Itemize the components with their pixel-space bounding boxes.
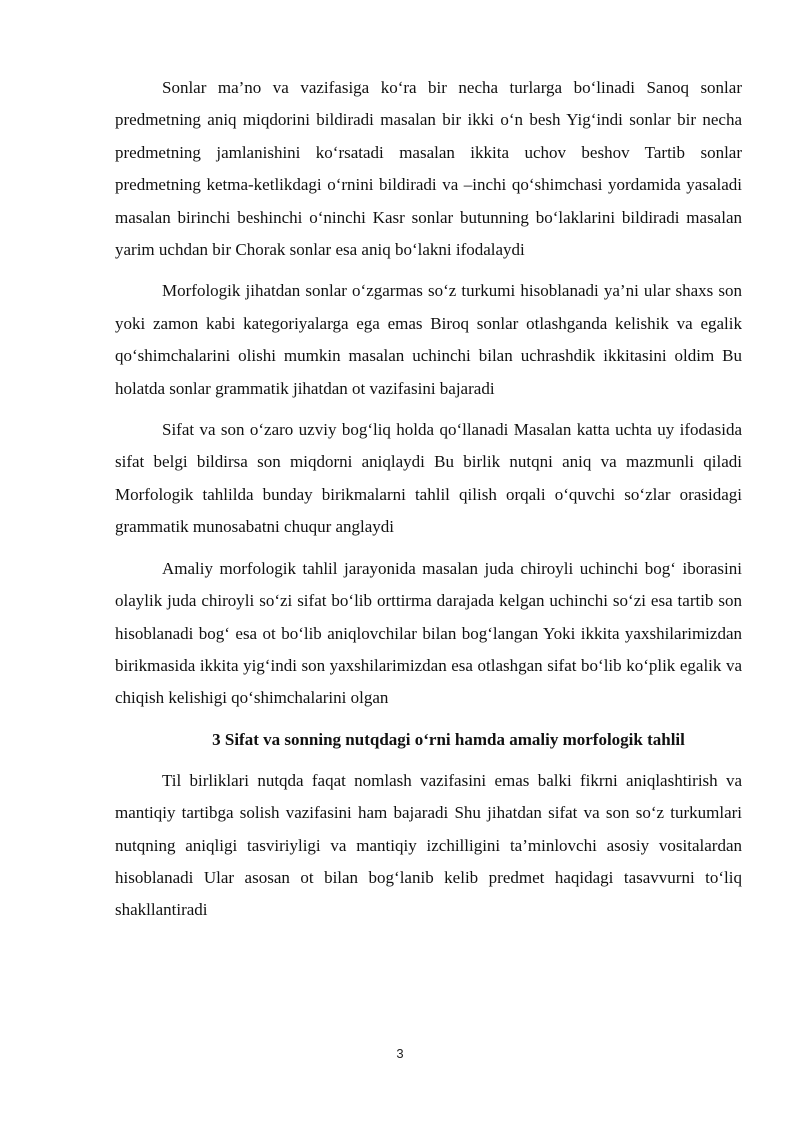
- page-content: [115, 72, 742, 936]
- paragraph-practical-analysis: Amaliy morfologik tahlil jarayonida masalan juda chiroyli uchinchi bog‘ iborasini olaylik juda chiroyli so‘zi sifat bo‘lib orttirma darajada kelgan uchinchi so‘zi esa tartib son hisoblanadi bog‘ esa ot bo‘lib aniqlovchilar bilan bog‘langan Yoki ikkita yaxshilarimizdan birikmasida ikkita yig‘indi son yaxshilarimizdan esa otlashgan sifat bo‘lib ko‘plik egalik va chiqish kelishigi qo‘shimchalarini olgan: [115, 558, 742, 708]
- paragraph-number-types: Sonlar ma’no va vazifasiga ko‘ra bir necha turlarga bo‘linadi Sanoq sonlar predmetning aniq miqdorini bildiradi masalan bir ikki o‘n besh Yig‘indi sonlar bir necha predmetning jamlanishini ko‘rsatadi masalan ikkita uchov beshov Tartib sonlar predmetning ketma-ketlikdagi o‘rnini bildiradi va –inchi qo‘shimchasi yordamida yasaladi masalan birinchi beshinchi o‘ninchi Kasr sonlar butunning bo‘laklarini bildiradi masalan yarim uchdan bir Chorak sonlar esa aniq bo‘lakni ifodalaydi: [115, 78, 742, 260]
- paragraph-morphology: Morfologik jihatdan sonlar o‘zgarmas so‘z turkumi hisoblanadi ya’ni ular shaxs son yoki zamon kabi kategoriyalarga ega emas Biroq sonlar otlashganda kelishik va egalik qo‘shimchalarini olishi mumkin masalan uchinchi bilan uchrashdik ikkitasini oldim Bu holatda sonlar grammatik jihatdan ot vazifasini bajaradi: [115, 281, 742, 398]
- section-heading: 3 Sifat va sonning nutqdagi o‘rni hamda amaliy morfologik tahlil: [212, 729, 685, 749]
- paragraph-language-units: Til birliklari nutqda faqat nomlash vazifasini emas balki fikrni aniqlashtirish va mantiqiy tartibga solish vazifasini ham bajaradi Shu jihatdan sifat va son so‘z turkumlari nutqning aniqligi tasviriyligi va mantiqiy izchilligini ta’minlovchi asosiy vositalardan hisoblanadi Ular asosan ot bilan bog‘lanib kelib predmet haqidagi tasavvurni to‘liq shakllantiradi: [115, 770, 742, 920]
- page-number: 3: [396, 1046, 404, 1061]
- paragraph-adjective-number-relation: Sifat va son o‘zaro uzviy bog‘liq holda qo‘llanadi Masalan katta uchta uy ifodasida sifat belgi bildirsa son miqdorni aniqlaydi Bu birlik nutqni aniq va mazmunli qiladi Morfologik tahlilda bunday birikmalarni tahlil qilish orqali o‘quvchi so‘zlar orasidagi grammatik munosabatni chuqur anglaydi: [115, 420, 742, 537]
